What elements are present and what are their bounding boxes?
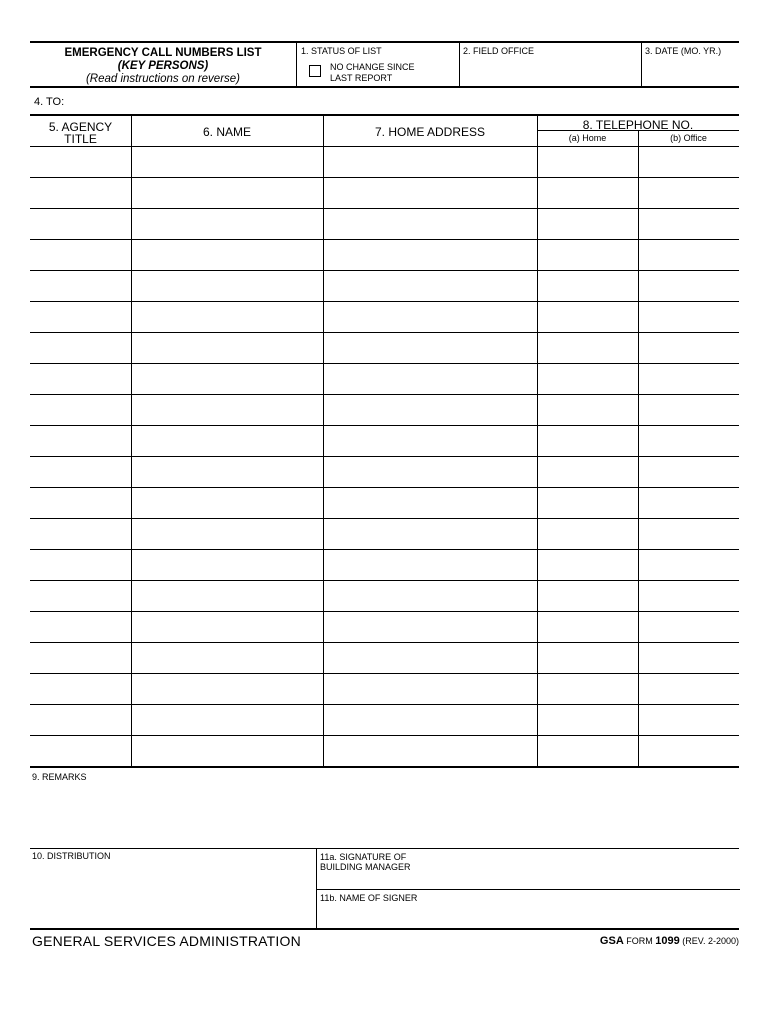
field-office-label: 2. FIELD OFFICE [463, 46, 535, 56]
table-row[interactable] [30, 487, 739, 519]
to-label: 4. TO: [34, 96, 65, 108]
table-row[interactable] [30, 704, 739, 736]
header-agency-title [30, 121, 131, 145]
table-row[interactable] [30, 549, 739, 581]
signature-field[interactable] [317, 849, 740, 889]
table-row[interactable] [30, 456, 739, 488]
to-field[interactable] [30, 88, 739, 116]
table-row[interactable] [30, 642, 739, 674]
form-word: FORM [626, 936, 653, 946]
table-row[interactable] [30, 177, 739, 209]
table-row[interactable] [30, 208, 739, 240]
form-gsa: GSA [599, 935, 624, 947]
table-row[interactable] [30, 363, 739, 395]
header-agency-line2: TITLE [64, 132, 97, 146]
status-label: 1. STATUS OF LIST [301, 46, 382, 56]
distribution-signature-block [30, 848, 739, 930]
table-row[interactable] [30, 239, 739, 271]
table-row[interactable] [30, 425, 739, 457]
header-name: 6. NAME [202, 125, 251, 139]
form-header [30, 41, 739, 88]
remarks-field[interactable] [30, 770, 739, 848]
form-num: 1099 [655, 935, 680, 947]
signer-name-field[interactable] [317, 889, 740, 930]
form-instructions: (Read instructions on reverse) [85, 73, 241, 85]
form-subtitle: (KEY PERSONS) [117, 60, 209, 72]
signature-area [316, 849, 740, 929]
telephone-subheader-line [537, 130, 739, 131]
key-persons-table [30, 116, 739, 768]
date-label: 3. DATE (MO. YR.) [645, 46, 722, 56]
form-title-block [30, 43, 296, 88]
header-agency-line1: 5. AGENCY [48, 120, 113, 134]
header-office-phone: (b) Office [670, 133, 707, 143]
no-change-label-2: LAST REPORT [330, 73, 393, 83]
signature-label-2: BUILDING MANAGER [320, 862, 411, 872]
no-change-label-1: NO CHANGE SINCE [330, 62, 415, 72]
table-row[interactable] [30, 301, 739, 333]
form-rev: (REV. 2-2000) [682, 936, 739, 946]
table-row[interactable] [30, 580, 739, 612]
header-home-address: 7. HOME ADDRESS [374, 125, 486, 139]
agency-name: GENERAL SERVICES ADMINISTRATION [32, 933, 301, 949]
distribution-label: 10. DISTRIBUTION [32, 851, 111, 861]
table-row[interactable] [30, 518, 739, 550]
header-home-phone: (a) Home [568, 133, 607, 143]
table-row[interactable] [30, 270, 739, 302]
header-telephone: 8. TELEPHONE NO. [582, 118, 694, 132]
table-row[interactable] [30, 735, 739, 767]
table-row[interactable] [30, 673, 739, 705]
date-field[interactable] [641, 43, 739, 88]
signer-label: 11b. NAME OF SIGNER [320, 893, 418, 903]
remarks-label: 9. REMARKS [32, 772, 87, 782]
signature-label-1: 11a. SIGNATURE OF [320, 852, 407, 862]
status-of-list-field [296, 43, 459, 88]
no-change-checkbox[interactable] [309, 65, 321, 77]
table-row[interactable] [30, 332, 739, 364]
table-row[interactable] [30, 611, 739, 643]
distribution-field[interactable] [30, 849, 316, 929]
form-title: EMERGENCY CALL NUMBERS LIST [64, 47, 262, 59]
field-office-field[interactable] [459, 43, 641, 88]
table-row[interactable] [30, 394, 739, 426]
table-row[interactable] [30, 146, 739, 178]
form-number [600, 935, 739, 947]
